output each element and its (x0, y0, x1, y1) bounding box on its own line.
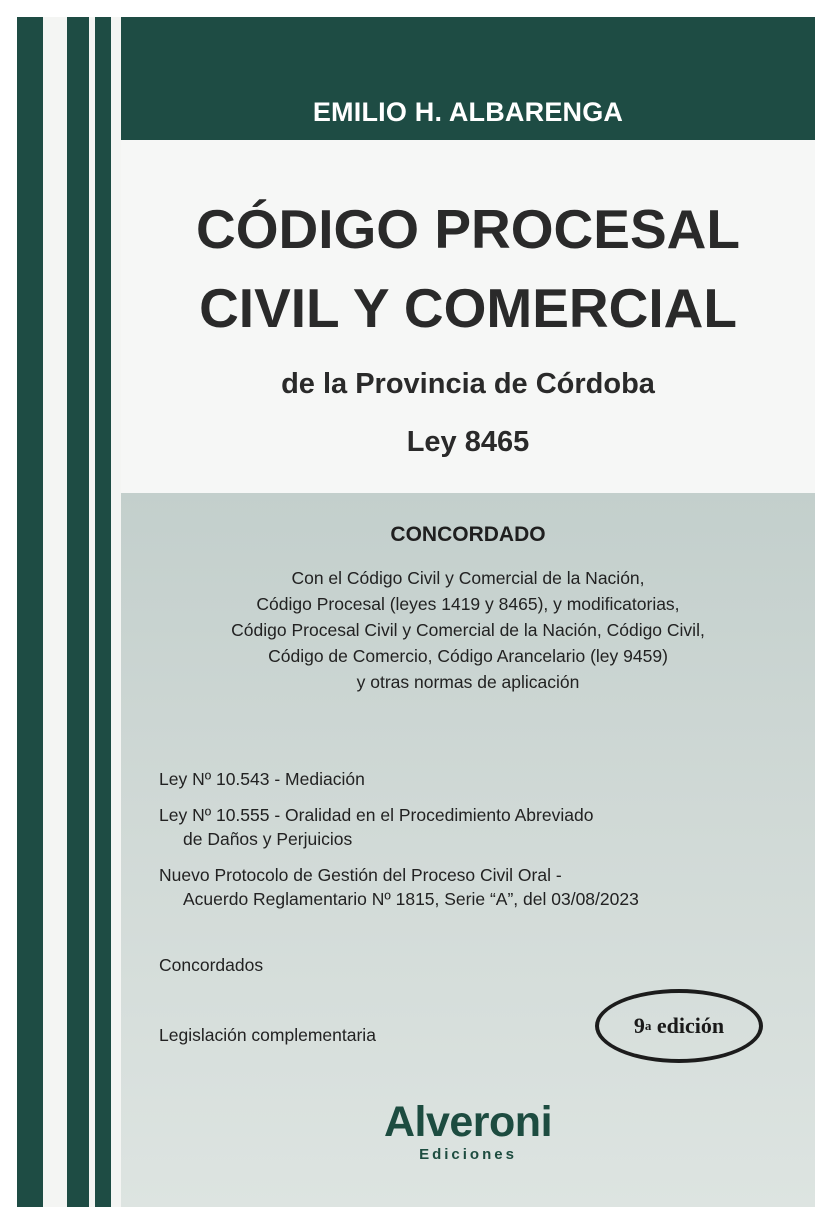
cover-stripe (95, 17, 111, 1207)
publisher-logo (121, 1098, 815, 1163)
concordado-line: Código Procesal Civil y Comercial de la Nación, Código Civil, (231, 620, 705, 640)
law-line: de Daños y Perjuicios (183, 829, 353, 849)
law-number: Ley 8465 (406, 426, 530, 458)
book-title-line-2: CIVIL Y COMERCIAL (199, 277, 737, 339)
book-subtitle: de la Provincia de Córdoba (281, 368, 655, 400)
concordado-list (121, 565, 815, 695)
author-band (121, 17, 815, 140)
law-oralidad (159, 803, 593, 851)
law-line: Acuerdo Reglamentario Nº 1815, Serie “A”, del 03/08/2023 (183, 889, 639, 909)
cover-stripe (67, 17, 89, 1207)
cover-stripe (111, 17, 121, 1207)
book-cover (17, 17, 815, 1207)
author-name: EMILIO H. ALBARENGA (312, 97, 624, 127)
concordado-line: y otras normas de aplicación (356, 672, 580, 692)
edition-number: 9 (633, 1013, 645, 1038)
law-protocolo (159, 863, 639, 911)
concordado-line: Con el Código Civil y Comercial de la Nación, (291, 568, 645, 588)
concordado-line: Código Procesal (leyes 1419 y 8465), y modificatorias, (256, 594, 680, 614)
edition-ordinal: a (644, 1018, 652, 1033)
content-panel (121, 493, 815, 1207)
publisher-name: Alveroni (383, 1098, 553, 1146)
law-mediacion (159, 767, 365, 791)
cover-stripe (43, 17, 67, 1207)
law-line: Ley Nº 10.555 - Oralidad en el Procedimiento Abreviado (159, 805, 594, 825)
edition-label: edición (656, 1013, 725, 1038)
publisher-sub: Ediciones (419, 1146, 517, 1163)
book-title-line-1: CÓDIGO PROCESAL (196, 198, 740, 260)
edition-badge (595, 989, 763, 1063)
legislacion-label: Legislación complementaria (159, 1025, 376, 1045)
concordado-heading: CONCORDADO (390, 523, 546, 546)
cover-stripe (17, 17, 43, 1207)
law-line: Nuevo Protocolo de Gestión del Proceso Civil Oral - (159, 865, 562, 885)
law-line: Ley Nº 10.543 - Mediación (159, 769, 365, 789)
concordados-label: Concordados (159, 955, 264, 975)
concordado-line: Código de Comercio, Código Arancelario (ley 9459) (268, 646, 668, 666)
title-area (121, 140, 815, 493)
